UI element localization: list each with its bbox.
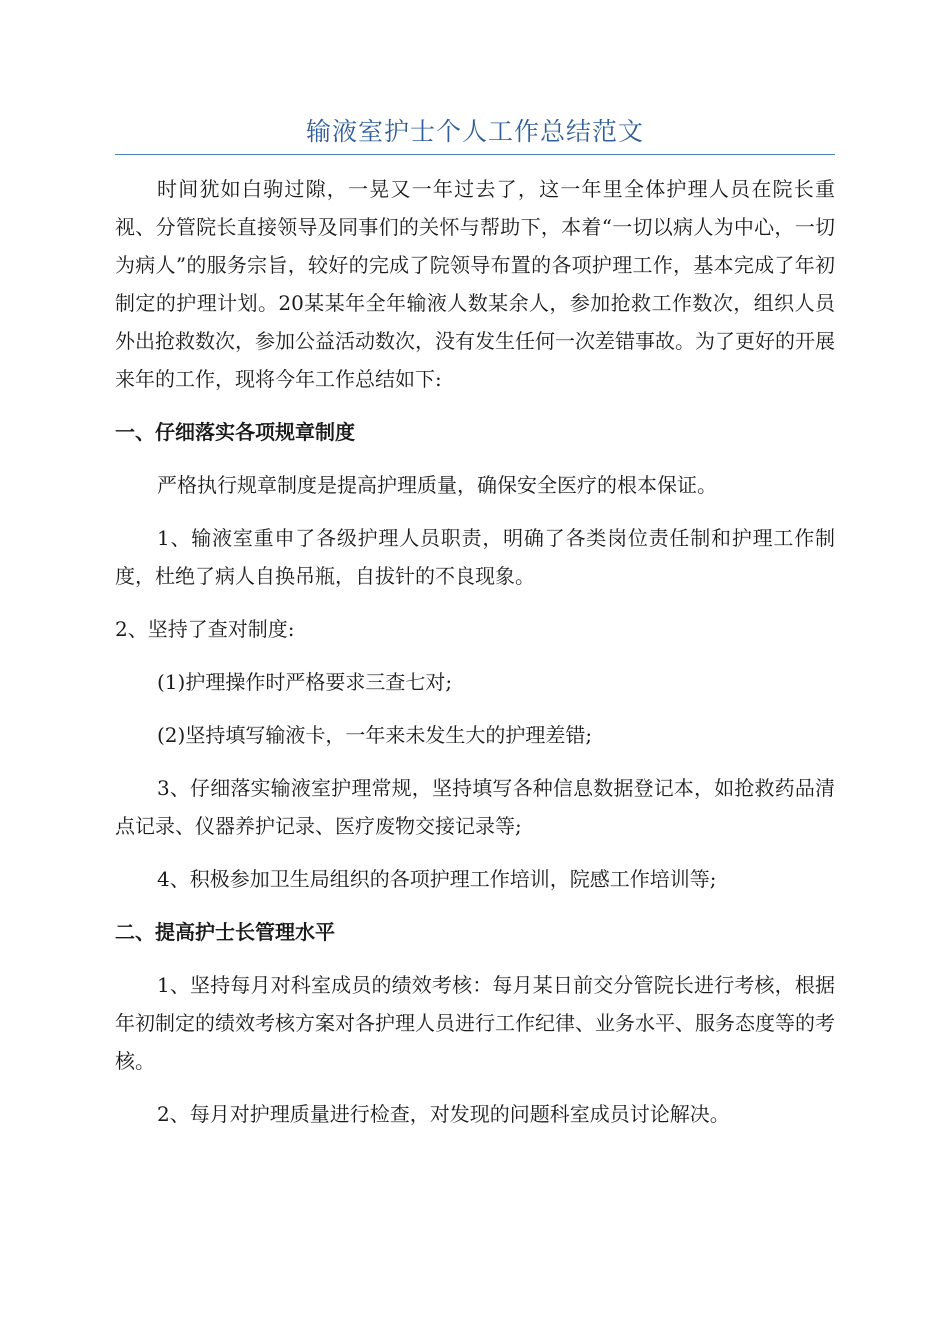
section-heading-1: 一、仔细落实各项规章制度 (115, 420, 355, 444)
intro-paragraph: 时间犹如白驹过隙，一晃又一年过去了，这一年里全体护理人员在院长重视、分管院长直接领导及同事们的关怀与帮助下，本着“一切以病人为中心，一切为病人”的服务宗旨，较好的完成了院领导布置的各项护理工作，基本完成了年初制定的护理计划。20某某年全年输液人数某余人，参加抢救工作数次，组织人员外出抢救数次，参加公益活动数次，没有发生任何一次差错事故。为了更好的开展来年的工作，现将今年工作总结如下: (115, 177, 835, 391)
title-underline (115, 154, 835, 155)
section1-item-1: 1、输液室重申了各级护理人员职责，明确了各类岗位责任制和护理工作制度，杜绝了病人自换吊瓶，自拔针的不良现象。 (115, 526, 835, 588)
document-title: 输液室护士个人工作总结范文 (305, 117, 644, 146)
section-heading-2: 二、提高护士长管理水平 (115, 920, 335, 944)
section2-item-2: 2、每月对护理质量进行检查，对发现的问题科室成员讨论解决。 (157, 1102, 730, 1126)
section1-item-2: 2、坚持了查对制度: (115, 617, 295, 641)
section1-subitem-1: (1)护理操作时严格要求三查七对; (157, 670, 453, 694)
section1-subitem-2: (2)坚持填写输液卡，一年来未发生大的护理差错; (157, 723, 593, 747)
section1-item-4: 4、积极参加卫生局组织的各项护理工作培训，院感工作培训等; (157, 867, 717, 891)
document-body (115, 170, 835, 1133)
section1-lead: 严格执行规章制度是提高护理质量，确保安全医疗的根本保证。 (157, 473, 717, 497)
section1-item-3: 3、仔细落实输液室护理常规，坚持填写各种信息数据登记本，如抢救药品清点记录、仪器养护记录、医疗废物交接记录等; (115, 776, 835, 838)
section2-item-1: 1、坚持每月对科室成员的绩效考核：每月某日前交分管院长进行考核，根据年初制定的绩效考核方案对各护理人员进行工作纪律、业务水平、服务态度等的考核。 (115, 973, 835, 1073)
